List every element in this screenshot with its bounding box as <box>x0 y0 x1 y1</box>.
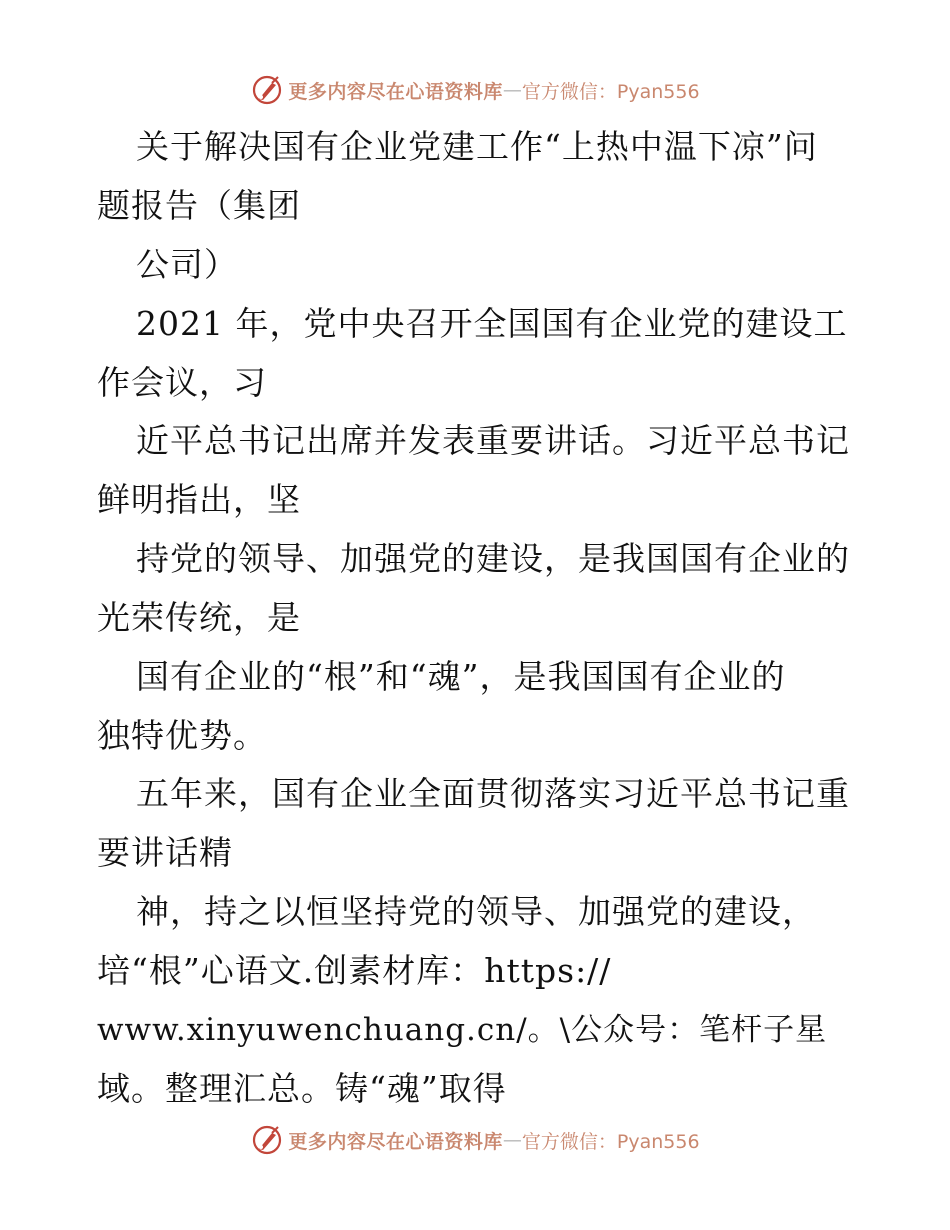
site-name-text: 更多内容尽在心语资料库 <box>288 80 503 103</box>
footer-watermark-banner <box>0 1120 950 1160</box>
paragraph-line: 独特优势。 <box>97 716 267 755</box>
paragraph-line: 持党的领导、加强党的建设，是我国国有企业的 <box>136 539 850 578</box>
paragraph-line: 五年来，国有企业全面贯彻落实习近平总书记重 <box>136 774 850 813</box>
paragraph-line: 国有企业的“根”和“魂”，是我国国有企业的 <box>136 657 786 696</box>
banner-separator: — <box>502 79 522 101</box>
document-title-line-1: 关于解决国有企业党建工作“上热中温下凉”问 <box>136 127 818 166</box>
paragraph-line: 域。整理汇总。铸“魂”取得 <box>97 1069 507 1108</box>
paragraph-line: 培“根”心语文.创素材库：https:// <box>97 951 612 990</box>
paragraph-line: 作会议，习 <box>97 363 267 402</box>
wechat-id-text: 官方微信：Pyan556 <box>521 1130 700 1153</box>
document-title-line-2: 题报告（集团 <box>97 186 301 225</box>
paragraph-line: 神，持之以恒坚持党的领导、加强党的建设， <box>136 892 816 931</box>
paragraph-line: 光荣传统，是 <box>97 598 301 637</box>
paragraph-line: www.xinyuwenchuang.cn/。\公众号：笔杆子星 <box>97 1012 828 1048</box>
paragraph-line: 要讲话精 <box>97 833 233 872</box>
paragraph-line: 2021 年，党中央召开全国国有企业党的建设工 <box>136 304 848 343</box>
paragraph-line: 近平总书记出席并发表重要讲话。习近平总书记 <box>136 421 850 460</box>
paragraph-line: 鲜明指出，坚 <box>97 480 301 519</box>
site-name-text: 更多内容尽在心语资料库 <box>288 1130 503 1153</box>
wechat-id-text: 官方微信：Pyan556 <box>521 80 700 103</box>
banner-separator: — <box>502 1129 522 1151</box>
quill-pen-logo-icon <box>250 1123 284 1157</box>
document-title-line-3: 公司） <box>136 245 238 284</box>
